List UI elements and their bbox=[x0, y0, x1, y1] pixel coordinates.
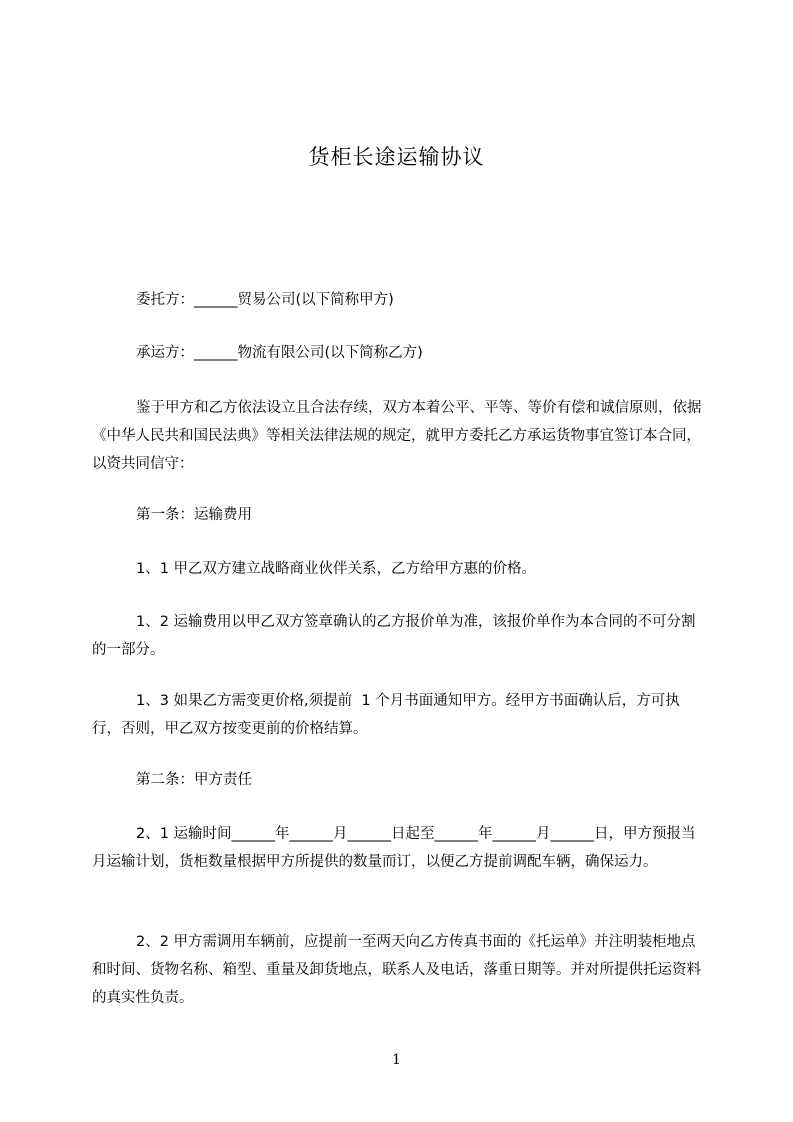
page-number: 1 bbox=[392, 1052, 401, 1068]
section-heading-1: 第一条：运输费用 bbox=[136, 507, 252, 523]
clause-1-3: 1、3 如果乙方需变更价格,须提前 1 个月书面通知甲方。经甲方书面确认后，方可执行，否则，甲乙双方按变更前的价格结算。 bbox=[92, 693, 680, 737]
document-title: 货柜长途运输协议 bbox=[308, 145, 485, 169]
paragraph-preamble: 鉴于甲方和乙方依法设立且合法存续，双方本着公平、平等、等价有偿和诚信原则，依据《中华人民共和国民法典》等相关法律法规的规定，就甲方委托乙方承运货物事宜签订本合同，以资共同信守： bbox=[92, 400, 702, 472]
clause-2-1: 2、1 运输时间______年______月______日起至______年______月______日，甲方预报当月运输计划，货柜数量根据甲方所提供的数量而订，以便乙方提前调配车辆，确保运力。 bbox=[92, 826, 696, 870]
section-heading-2: 第二条：甲方责任 bbox=[136, 772, 252, 788]
clause-1-1: 1、1 甲乙双方建立战略商业伙伴关系，乙方给甲方惠的价格。 bbox=[136, 561, 537, 577]
paragraph-carrier: 承运方：______物流有限公司(以下简称乙方) bbox=[136, 345, 423, 361]
paragraph-consignor: 委托方：______贸易公司(以下简称甲方) bbox=[136, 292, 394, 308]
clause-2-2: 2、2 甲方需调用车辆前，应提前一至两天向乙方传真书面的《托运单》并注明装柜地点和时间、货物名称、箱型、重量及卸货地点，联系人及电话，落重日期等。并对所提供托运资料的真实性负责。 bbox=[92, 934, 701, 1006]
clause-1-2: 1、2 运输费用以甲乙双方签章确认的乙方报价单为准，该报价单作为本合同的不可分割的一部分。 bbox=[92, 614, 696, 658]
